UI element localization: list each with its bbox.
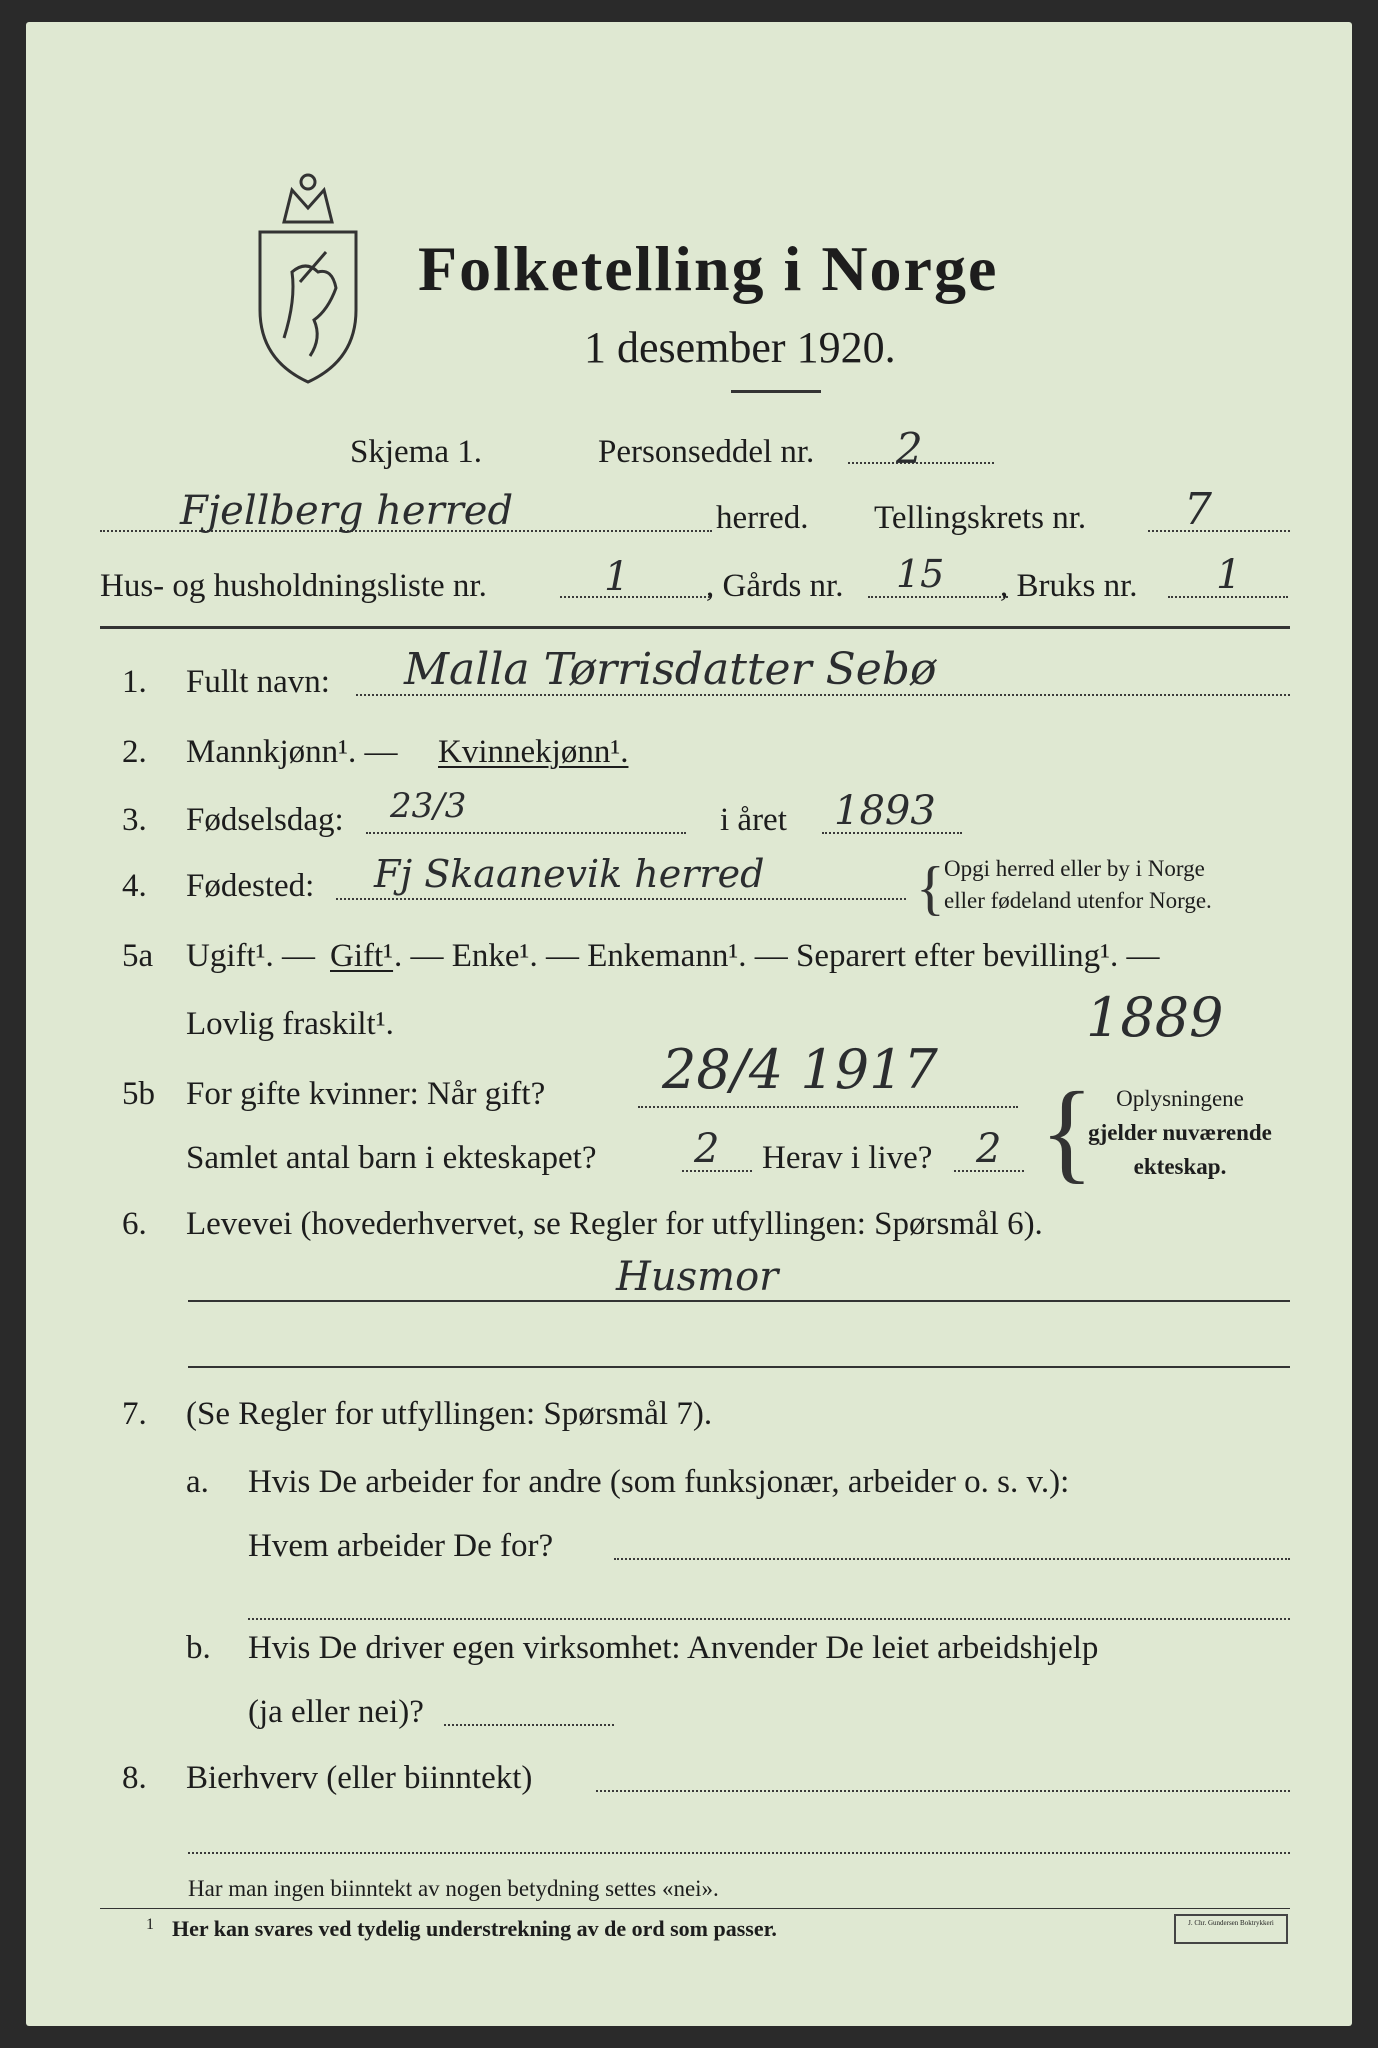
levevei-field-2[interactable]: [188, 1366, 1290, 1368]
husholdningsliste-value: 1: [604, 554, 630, 600]
aar-label: i året: [720, 802, 787, 838]
levevei-value: Husmor: [616, 1254, 779, 1300]
fodested-label: Fødested:: [186, 868, 315, 904]
gards-field[interactable]: [868, 596, 1008, 598]
footnote-text: Her kan svares ved tydelig understrekning av de ord som passer.: [172, 1916, 777, 1941]
tellingskrets-value: 7: [1184, 484, 1212, 535]
bierhverv-label: Bierhverv (eller biinntekt): [186, 1760, 533, 1796]
bierhverv-field-2[interactable]: [188, 1852, 1290, 1854]
census-date: 1 desember 1920.: [584, 323, 896, 372]
q8-number: 8.: [122, 1760, 147, 1796]
footnote-rule: [100, 1908, 1290, 1909]
q7b-letter: b.: [186, 1630, 211, 1666]
fodested-note-1: Opgi herred eller by i Norge: [944, 856, 1205, 881]
q7b-text: Hvis De driver egen virksomhet: Anvender De leiet arbeidshjelp: [248, 1630, 1099, 1666]
footnote-mark: 1: [146, 1916, 154, 1933]
printer-stamp-text: J. Chr. Gundersen Boktrykkeri: [1188, 1919, 1274, 1927]
fodselsdag-value: 23/3: [390, 786, 467, 826]
lovlig-fraskilt-option[interactable]: Lovlig fraskilt¹.: [186, 1006, 394, 1042]
census-form: [26, 22, 1352, 2026]
fodselsdag-label: Fødselsdag:: [186, 802, 344, 838]
fodested-brace: {: [916, 855, 945, 921]
tellingskrets-field[interactable]: [1148, 530, 1290, 532]
arbeidshjelp-field[interactable]: [444, 1724, 614, 1726]
barn-value: 2: [694, 1126, 720, 1172]
i-live-value: 2: [976, 1126, 1002, 1172]
sivilstand-options[interactable]: . — Enke¹. — Enkemann¹. — Separert efter bevilling¹. —: [394, 938, 1160, 974]
levevei-field-1[interactable]: [188, 1300, 1290, 1302]
tellingskrets-label: Tellingskrets nr.: [874, 500, 1087, 536]
fodested-field[interactable]: [336, 898, 906, 900]
q7a-text: Hvis De arbeider for andre (som funksjonær, arbeider o. s. v.):: [248, 1464, 1070, 1500]
husholdningsliste-label: Hus- og husholdningsliste nr.: [100, 568, 487, 604]
q4-number: 4.: [122, 868, 147, 904]
aar-value: 1893: [834, 788, 936, 834]
personseddel-label: Personseddel nr.: [598, 434, 815, 470]
kvinnekjonn-option[interactable]: Kvinnekjønn¹.: [438, 734, 629, 770]
title-rule: [731, 390, 821, 393]
arbeidshjelp-label: (ja eller nei)?: [248, 1694, 424, 1730]
bierhverv-field[interactable]: [596, 1790, 1290, 1792]
herred-value: Fjellberg herred: [180, 488, 514, 534]
q5a-number: 5a: [122, 938, 154, 974]
herred-label: herred.: [716, 500, 809, 536]
fodested-value: Fj Skaanevik herred: [374, 852, 765, 896]
ugift-option[interactable]: Ugift¹. —: [186, 938, 316, 974]
bruks-label: , Bruks nr.: [1000, 568, 1138, 604]
gards-label: , Gårds nr.: [706, 568, 844, 604]
arbeidsgiver-field[interactable]: [614, 1558, 1290, 1560]
q5b-number: 5b: [122, 1076, 155, 1112]
q3-number: 3.: [122, 802, 147, 838]
coat-of-arms-icon: [248, 160, 368, 390]
q7-label: (Se Regler for utfyllingen: Spørsmål 7).: [186, 1396, 713, 1432]
skjema-label: Skjema 1.: [350, 434, 482, 470]
bruks-value: 1: [1216, 552, 1242, 598]
gift-option[interactable]: Gift¹: [330, 938, 394, 974]
levevei-label: Levevei (hovederhvervet, se Regler for utfyllingen: Spørsmål 6).: [186, 1206, 1043, 1242]
ekteskap-brace: {: [1040, 1070, 1094, 1194]
mannkjonn-option[interactable]: Mannkjønn¹. —: [186, 734, 398, 770]
fodested-note-2: eller fødeland utenfor Norge.: [944, 888, 1212, 913]
printer-stamp: [1174, 1914, 1288, 1944]
ekteskap-note-1: Oplysningene: [1116, 1086, 1244, 1111]
ekteskap-note-2: gjelder nuværende: [1088, 1120, 1272, 1145]
husholdningsliste-field[interactable]: [560, 596, 710, 598]
nar-gift-field[interactable]: [638, 1106, 1018, 1108]
q1-label: Fullt navn:: [186, 664, 330, 700]
nar-gift-value: 28/4 1917: [662, 1038, 938, 1101]
arbeidsgiver-field-2[interactable]: [248, 1618, 1290, 1620]
header-divider: [100, 626, 1290, 629]
q7a-letter: a.: [186, 1464, 209, 1500]
nar-gift-label: For gifte kvinner: Når gift?: [186, 1076, 546, 1112]
margin-note-year: 1889: [1086, 986, 1224, 1049]
form-title: Folketelling i Norge: [418, 233, 999, 304]
barn-label: Samlet antal barn i ekteskapet?: [186, 1140, 597, 1176]
personseddel-value: 2: [896, 424, 923, 473]
full-name-value: Malla Tørrisdatter Sebø: [404, 644, 937, 695]
ekteskap-note-3: ekteskap.: [1133, 1154, 1227, 1179]
gards-value: 15: [896, 552, 945, 596]
bierhverv-note: Har man ingen biinntekt av nogen betydning settes «nei».: [188, 1876, 719, 1901]
q1-number: 1.: [122, 664, 147, 700]
q7-number: 7.: [122, 1396, 147, 1432]
arbeidsgiver-label: Hvem arbeider De for?: [248, 1528, 554, 1564]
fodselsdag-field[interactable]: [366, 832, 686, 834]
i-live-label: Herav i live?: [762, 1140, 933, 1176]
q6-number: 6.: [122, 1206, 147, 1242]
q2-number: 2.: [122, 734, 147, 770]
